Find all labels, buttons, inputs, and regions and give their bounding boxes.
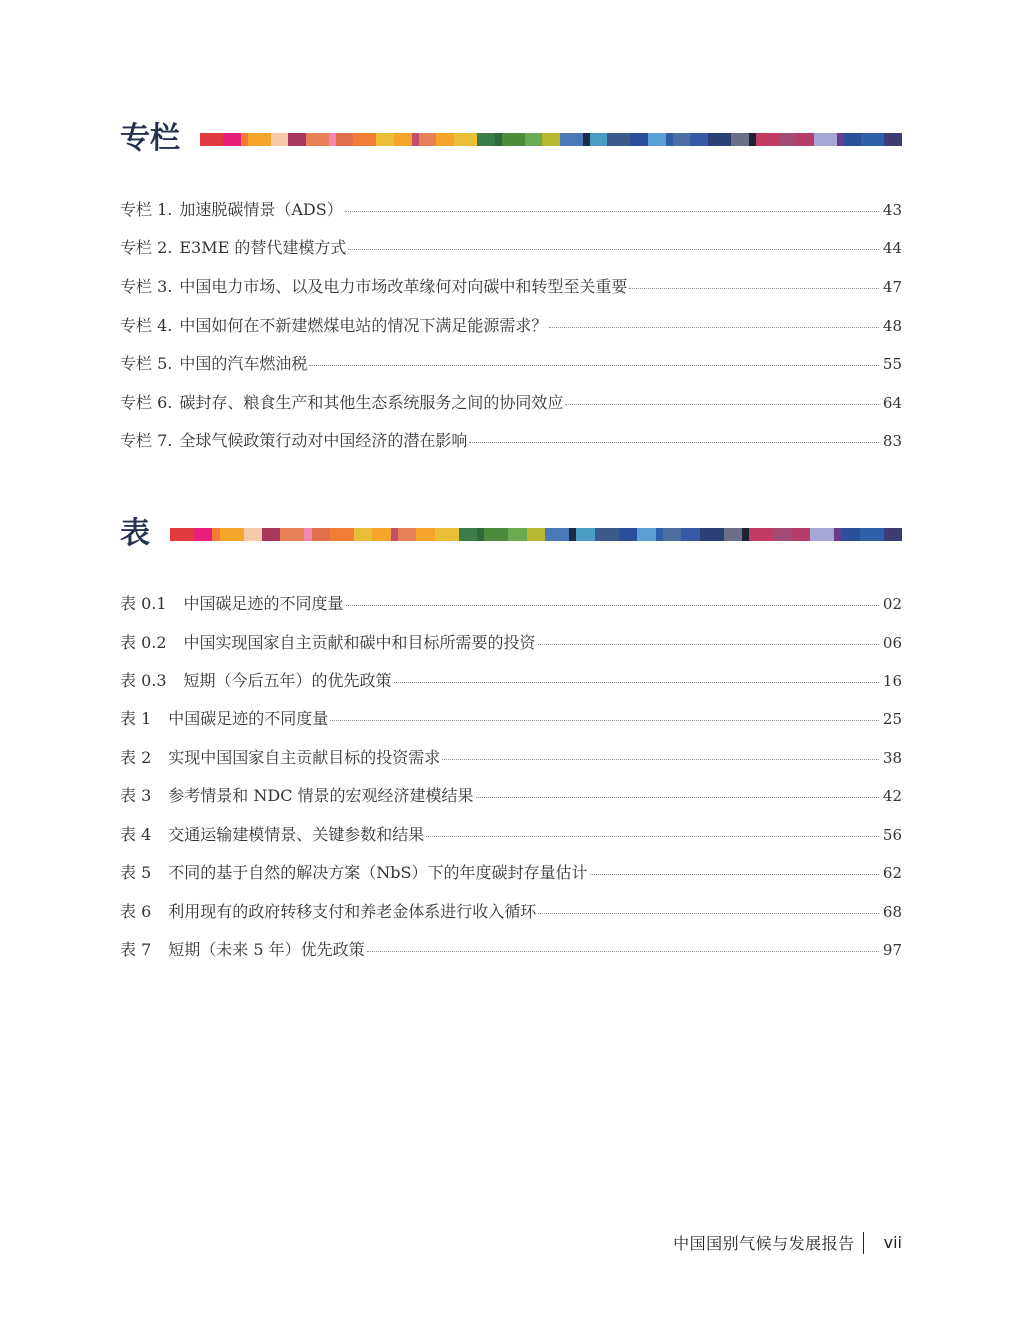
colorbar-segment [376,133,394,146]
boxes-heading: 专栏 [120,121,180,156]
toc-item[interactable] [120,899,902,923]
toc-page-number: 44 [882,239,902,257]
boxes-colorbar [200,133,902,146]
toc-leader [309,364,879,366]
toc-leader [538,912,879,914]
colorbar-segment [542,133,560,146]
colorbar-segment [619,528,637,541]
toc-label: 表 4 [120,825,152,844]
toc-leader [345,210,879,212]
boxes-heading-row [120,121,902,156]
colorbar-segment [708,133,731,146]
colorbar-segment [391,528,398,541]
colorbar-segment [648,133,666,146]
colorbar-segment [841,528,859,541]
colorbar-segment [731,133,749,146]
toc-page-number: 62 [882,864,902,882]
colorbar-segment [656,528,663,541]
toc-item[interactable] [120,235,902,259]
colorbar-segment [690,133,708,146]
toc-page-number: 42 [882,787,902,805]
colorbar-segment [673,133,691,146]
toc-leader [549,326,879,328]
colorbar-segment [354,528,372,541]
toc-label: 专栏 6. [120,393,173,412]
toc-label: 表 2 [120,748,152,767]
colorbar-segment [749,528,773,541]
toc-title: 中国电力市场、以及电力市场改革缘何对向碳中和转型至关重要 [179,277,628,296]
toc-leader [426,835,879,837]
footer-divider [863,1232,864,1254]
toc-title: E3ME 的替代建模方式 [179,238,347,257]
toc-page-number: 55 [882,355,902,373]
toc-item[interactable] [120,313,902,337]
colorbar-segment [495,133,502,146]
colorbar-segment [412,133,419,146]
colorbar-segment [312,528,330,541]
colorbar-segment [454,133,477,146]
colorbar-segment [306,133,329,146]
toc-label: 专栏 3. [120,277,173,296]
colorbar-segment [436,133,454,146]
colorbar-segment [223,133,241,146]
colorbar-segment [884,528,902,541]
toc-page-number: 02 [882,595,902,613]
toc-label: 表 7 [120,940,152,959]
colorbar-segment [666,133,673,146]
toc-leader [590,873,879,875]
toc-leader [469,441,879,443]
colorbar-segment [394,133,412,146]
toc-title: 短期（未来 5 年）优先政策 [168,940,365,959]
toc-title: 中国碳足迹的不同度量 [168,709,329,728]
colorbar-segment [630,133,648,146]
toc-item[interactable] [120,197,902,221]
toc-item[interactable] [120,630,902,654]
colorbar-segment [502,133,525,146]
colorbar-segment [810,528,834,541]
toc-page-number: 25 [882,710,902,728]
toc-title: 碳封存、粮食生产和其他生态系统服务之间的协同效应 [179,393,564,412]
toc-title: 短期（今后五年）的优先政策 [183,671,392,690]
toc-item[interactable] [120,706,902,730]
colorbar-segment [749,133,756,146]
toc-title: 参考情景和 NDC 情景的宏观经济建模结果 [168,786,474,805]
colorbar-segment [435,528,459,541]
toc-page-number: 16 [882,672,902,690]
colorbar-segment [860,528,884,541]
colorbar-segment [756,133,779,146]
toc-title: 不同的基于自然的解决方案（NbS）下的年度碳封存量估计 [168,863,588,882]
toc-label: 表 0.2 [120,633,167,652]
toc-item[interactable] [120,428,902,452]
toc-page-number: 68 [882,903,902,921]
toc-title: 中国的汽车燃油税 [179,354,308,373]
colorbar-segment [792,528,810,541]
toc-leader [367,950,879,952]
toc-item[interactable] [120,274,902,298]
footer-page-number: vii [883,1233,902,1252]
colorbar-segment [884,133,902,146]
colorbar-segment [576,528,594,541]
colorbar-segment [280,528,304,541]
colorbar-segment [248,133,271,146]
colorbar-segment [779,133,797,146]
colorbar-segment [329,133,336,146]
colorbar-segment [212,528,219,541]
toc-title: 交通运输建模情景、关键参数和结果 [168,825,425,844]
colorbar-segment [330,528,354,541]
toc-item[interactable] [120,745,902,769]
colorbar-segment [681,528,699,541]
tables-heading-row [120,516,902,551]
tables-colorbar [170,528,902,541]
toc-page-number: 43 [882,201,902,219]
toc-item[interactable] [120,783,902,807]
toc-label: 表 0.1 [120,594,167,613]
colorbar-segment [700,528,724,541]
colorbar-segment [416,528,434,541]
toc-title: 全球气候政策行动对中国经济的潜在影响 [179,431,468,450]
colorbar-segment [262,528,280,541]
toc-title: 中国如何在不新建燃煤电站的情况下满足能源需求？ [179,316,548,335]
toc-item[interactable] [120,390,902,414]
toc-item[interactable] [120,860,902,884]
colorbar-segment [590,133,608,146]
colorbar-segment [595,528,619,541]
colorbar-segment [525,133,543,146]
toc-leader [442,758,879,760]
toc-leader [538,643,879,645]
toc-title: 中国实现国家自主贡献和碳中和目标所需要的投资 [183,633,536,652]
toc-page-number: 56 [882,826,902,844]
toc-item[interactable] [120,668,902,692]
colorbar-segment [244,528,262,541]
colorbar-segment [372,528,390,541]
toc-leader [346,604,879,606]
colorbar-segment [194,528,212,541]
colorbar-segment [861,133,884,146]
toc-leader [476,796,879,798]
colorbar-segment [477,133,495,146]
toc-leader [629,287,879,289]
colorbar-segment [724,528,742,541]
colorbar-segment [398,528,416,541]
toc-item[interactable] [120,591,902,615]
toc-title: 加速脱碳情景（ADS） [179,200,343,219]
tables-heading: 表 [120,516,150,551]
toc-label: 表 1 [120,709,152,728]
toc-label: 表 6 [120,902,152,921]
toc-label: 专栏 2. [120,238,173,257]
toc-page-number: 48 [882,317,902,335]
toc-label: 表 3 [120,786,152,805]
toc-label: 专栏 1. [120,200,173,219]
toc-page-number: 83 [882,432,902,450]
colorbar-segment [545,528,569,541]
colorbar-segment [742,528,749,541]
colorbar-segment [459,528,477,541]
colorbar-segment [583,133,590,146]
colorbar-segment [814,133,837,146]
colorbar-segment [484,528,508,541]
colorbar-segment [508,528,526,541]
toc-title: 利用现有的政府转移支付和养老金体系进行收入循环 [168,902,537,921]
colorbar-segment [288,133,306,146]
toc-label: 表 5 [120,863,152,882]
colorbar-segment [220,528,244,541]
colorbar-segment [419,133,437,146]
colorbar-segment [607,133,630,146]
colorbar-segment [241,133,248,146]
colorbar-segment [837,133,844,146]
colorbar-segment [336,133,354,146]
toc-leader [394,681,879,683]
colorbar-segment [796,133,814,146]
colorbar-segment [527,528,545,541]
toc-leader [348,248,879,250]
toc-page-number: 06 [882,634,902,652]
toc-item[interactable] [120,351,902,375]
toc-label: 专栏 4. [120,316,173,335]
page-footer [673,1231,902,1254]
colorbar-segment [560,133,583,146]
footer-report-title: 中国国别气候与发展报告 [673,1234,855,1253]
toc-title: 中国碳足迹的不同度量 [183,594,344,613]
colorbar-segment [170,528,194,541]
colorbar-segment [663,528,681,541]
toc-label: 专栏 5. [120,354,173,373]
colorbar-segment [304,528,311,541]
colorbar-segment [844,133,862,146]
toc-leader [565,403,879,405]
colorbar-segment [271,133,289,146]
toc-label: 专栏 7. [120,431,173,450]
toc-page-number: 47 [882,278,902,296]
toc-page-number: 97 [882,941,902,959]
toc-item[interactable] [120,822,902,846]
toc-page-number: 64 [882,394,902,412]
toc-item[interactable] [120,937,902,961]
toc-label: 表 0.3 [120,671,167,690]
toc-page-number: 38 [882,749,902,767]
colorbar-segment [353,133,376,146]
toc-title: 实现中国国家自主贡献目标的投资需求 [168,748,441,767]
colorbar-segment [834,528,841,541]
colorbar-segment [637,528,655,541]
colorbar-segment [200,133,223,146]
toc-leader [330,719,879,721]
colorbar-segment [477,528,484,541]
colorbar-segment [569,528,576,541]
colorbar-segment [773,528,791,541]
